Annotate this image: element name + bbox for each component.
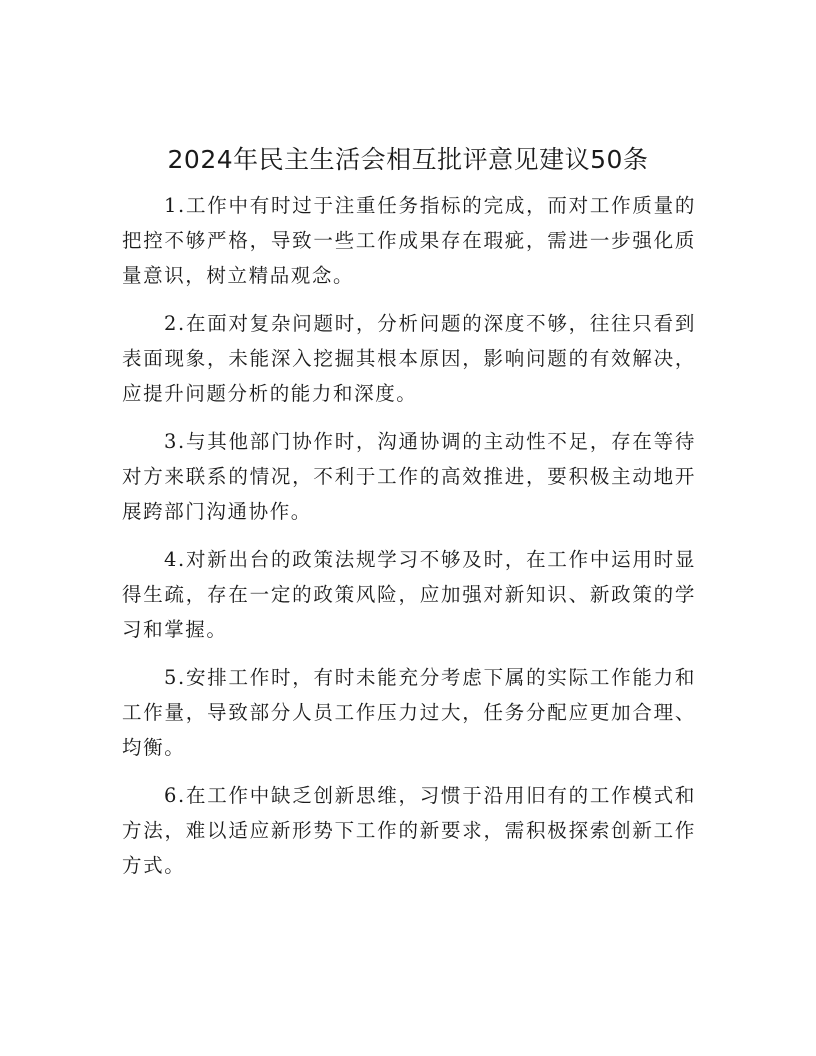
paragraph-6: 6.在工作中缺乏创新思维，习惯于沿用旧有的工作模式和方法，难以适应新形势下工作的新要求，需积极探索创新工作方式。 [122,784,696,877]
document-title: 2024年民主生活会相互批评意见建议50条 [167,145,649,174]
paragraph-4: 4.对新出台的政策法规学习不够及时，在工作中运用时显得生疏，存在一定的政策风险，应加强对新知识、新政策的学习和掌握。 [122,548,696,641]
paragraph-2: 2.在面对复杂问题时，分析问题的深度不够，往往只看到表面现象，未能深入挖掘其根本原因，影响问题的有效解决，应提升问题分析的能力和深度。 [122,312,696,405]
paragraph-5: 5.安排工作时，有时未能充分考虑下属的实际工作能力和工作量，导致部分人员工作压力过大，任务分配应更加合理、均衡。 [122,666,696,759]
paragraph-1: 1.工作中有时过于注重任务指标的完成，而对工作质量的把控不够严格，导致一些工作成果存在瑕疵，需进一步强化质量意识，树立精品观念。 [122,194,696,287]
paragraph-3: 3.与其他部门协作时，沟通协调的主动性不足，存在等待对方来联系的情况，不利于工作的高效推进，要积极主动地开展跨部门沟通协作。 [122,430,696,523]
document-body [122,188,696,896]
